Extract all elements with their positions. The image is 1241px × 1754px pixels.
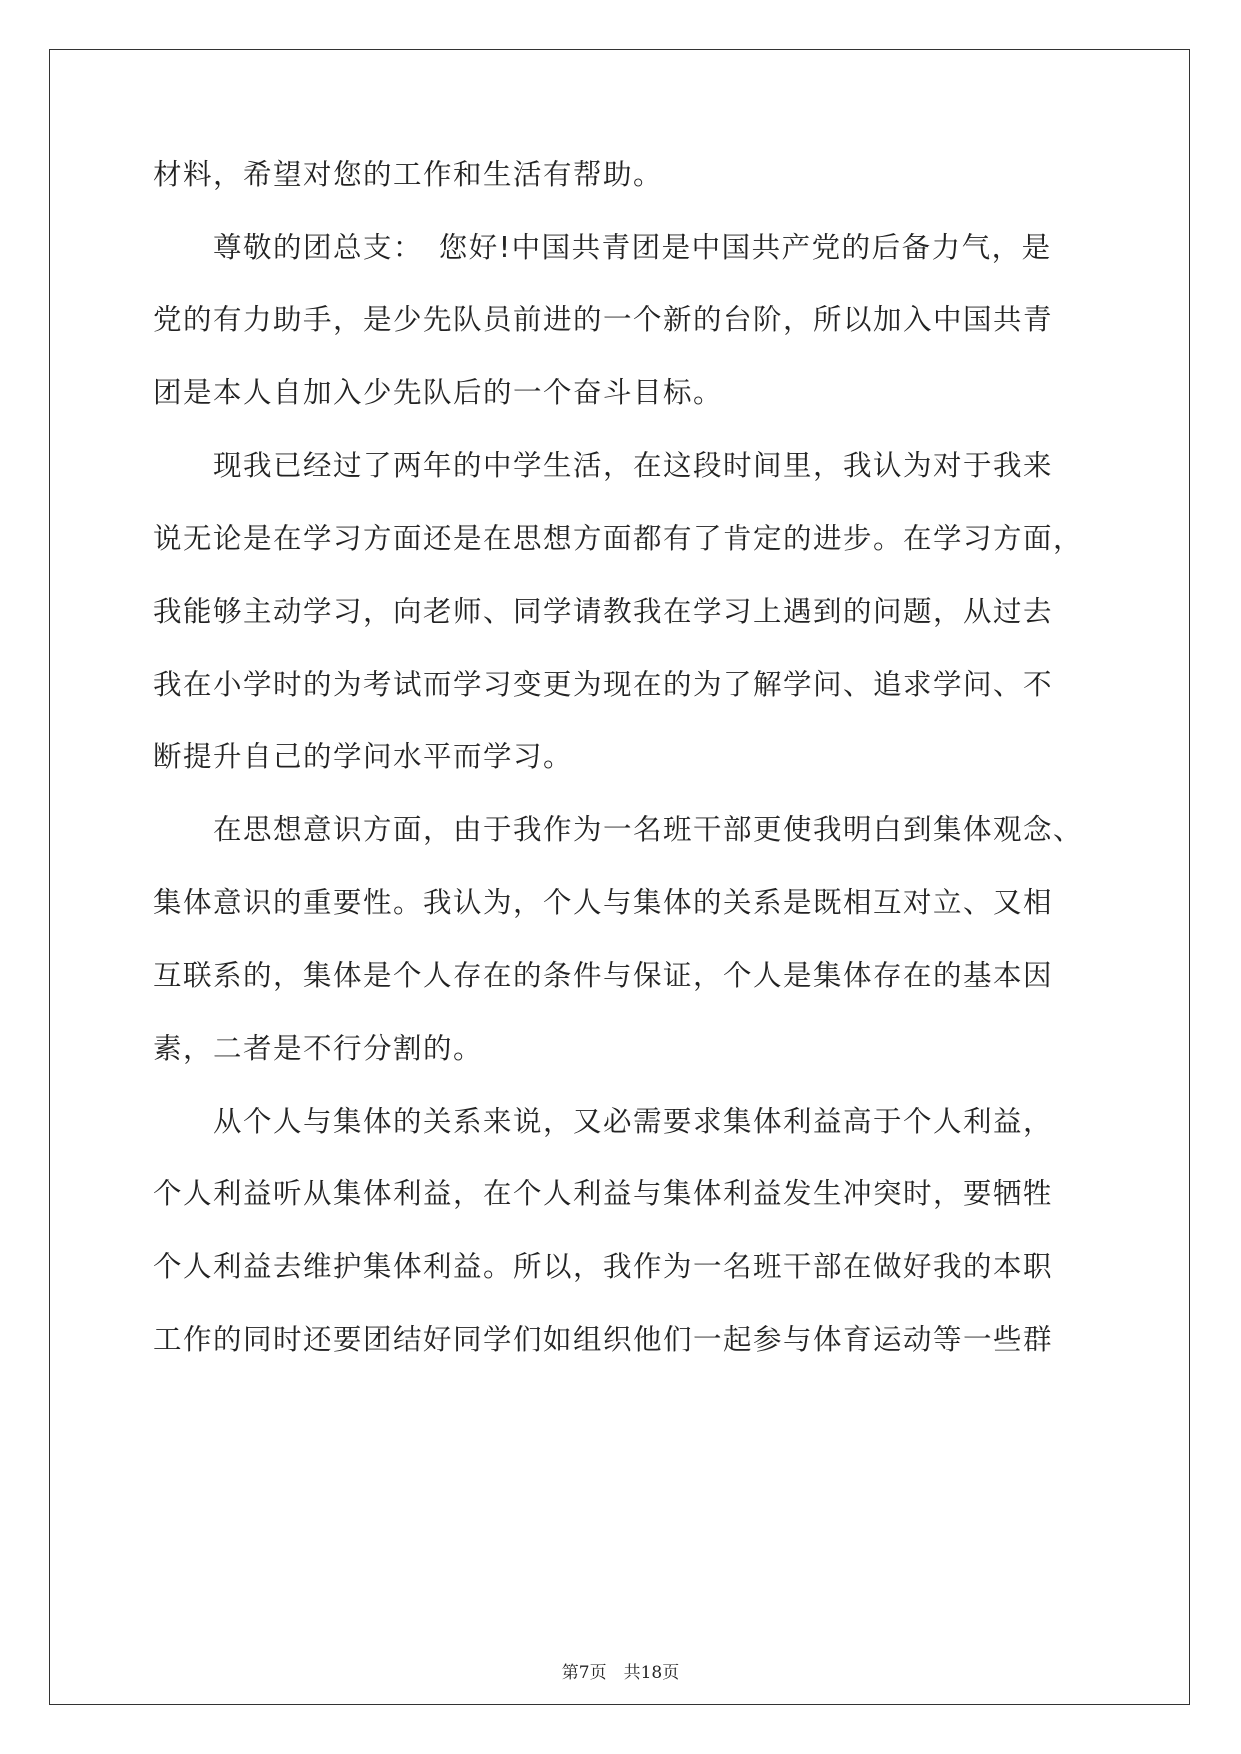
text-line: 互联系的，集体是个人存在的条件与保证，个人是集体存在的基本因	[153, 959, 1054, 992]
text-line: 我在小学时的为考试而学习变更为现在的为了解学问、追求学问、不	[153, 668, 1054, 701]
text-line: 从个人与集体的关系来说，又必需要求集体利益高于个人利益，	[153, 1105, 1054, 1138]
text-line: 在思想意识方面，由于我作为一名班干部更使我明白到集体观念、	[153, 813, 1084, 846]
text-line: 个人利益去维护集体利益。所以，我作为一名班干部在做好我的本职	[153, 1250, 1054, 1283]
text-line: 素，二者是不行分割的。	[153, 1032, 484, 1065]
text-line: 现我已经过了两年的中学生活，在这段时间里，我认为对于我来	[153, 449, 1054, 482]
text-line: 材料，希望对您的工作和生活有帮助。	[153, 158, 664, 191]
text-line: 断提升自己的学问水平而学习。	[153, 740, 574, 773]
text-line: 集体意识的重要性。我认为，个人与集体的关系是既相互对立、又相	[153, 886, 1054, 919]
text-line: 个人利益听从集体利益，在个人利益与集体利益发生冲突时，要牺牲	[153, 1177, 1054, 1210]
text-line: 说无论是在学习方面还是在思想方面都有了肯定的进步。在学习方面，	[153, 522, 1084, 555]
text-line: 尊敬的团总支： 您好!中国共青团是中国共产党的后备力气，是	[153, 231, 1052, 264]
page-border	[49, 49, 1190, 1705]
text-line: 我能够主动学习，向老师、同学请教我在学习上遇到的问题，从过去	[153, 595, 1054, 628]
page-number: 第7页 共18页	[561, 1663, 680, 1683]
text-line: 工作的同时还要团结好同学们如组织他们一起参与体育运动等一些群	[153, 1323, 1054, 1356]
text-line: 团是本人自加入少先队后的一个奋斗目标。	[153, 376, 724, 409]
text-line: 党的有力助手，是少先队员前进的一个新的台阶，所以加入中国共青	[153, 303, 1054, 336]
